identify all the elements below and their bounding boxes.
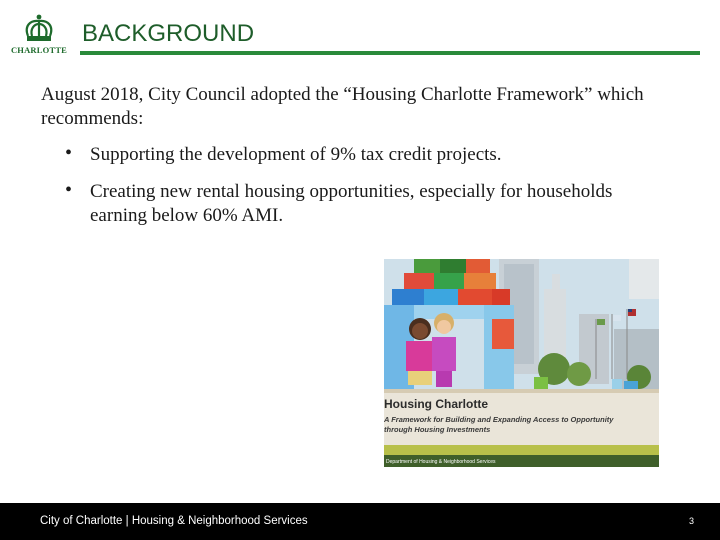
cover-title: Housing Charlotte	[384, 397, 488, 411]
cover-subtitle	[384, 415, 654, 435]
bullet-icon: •	[65, 142, 73, 164]
bullet-icon: •	[65, 179, 73, 201]
footer-text: City of Charlotte | Housing & Neighborhood Services	[40, 515, 308, 527]
list-item	[64, 143, 664, 167]
charlotte-logo	[8, 12, 70, 56]
bullet-text: Creating new rental housing opportunities, especially for households earning below 60% AMI.	[90, 181, 613, 226]
cover-subtitle-line: through Housing Investments	[384, 425, 491, 434]
cover-footer: Department of Housing & Neighborhood Services	[386, 459, 496, 465]
report-cover-image	[384, 259, 659, 467]
list-item	[64, 180, 664, 228]
page-number: 3	[688, 516, 694, 526]
bullet-text: Supporting the development of 9% tax credit projects.	[90, 144, 502, 165]
cover-subtitle-line: A Framework for Building and Expanding Access to Opportunity	[384, 415, 614, 424]
bullet-list	[64, 143, 664, 228]
intro-paragraph: August 2018, City Council adopted the “Housing Charlotte Framework” which recommends:	[41, 84, 644, 129]
title-divider	[80, 51, 700, 55]
crown-icon	[8, 12, 70, 46]
page-title: BACKGROUND	[82, 20, 255, 47]
logo-wordmark: CHARLOTTE	[10, 45, 68, 55]
footer-bar	[0, 503, 720, 540]
cover-photo	[384, 259, 659, 467]
